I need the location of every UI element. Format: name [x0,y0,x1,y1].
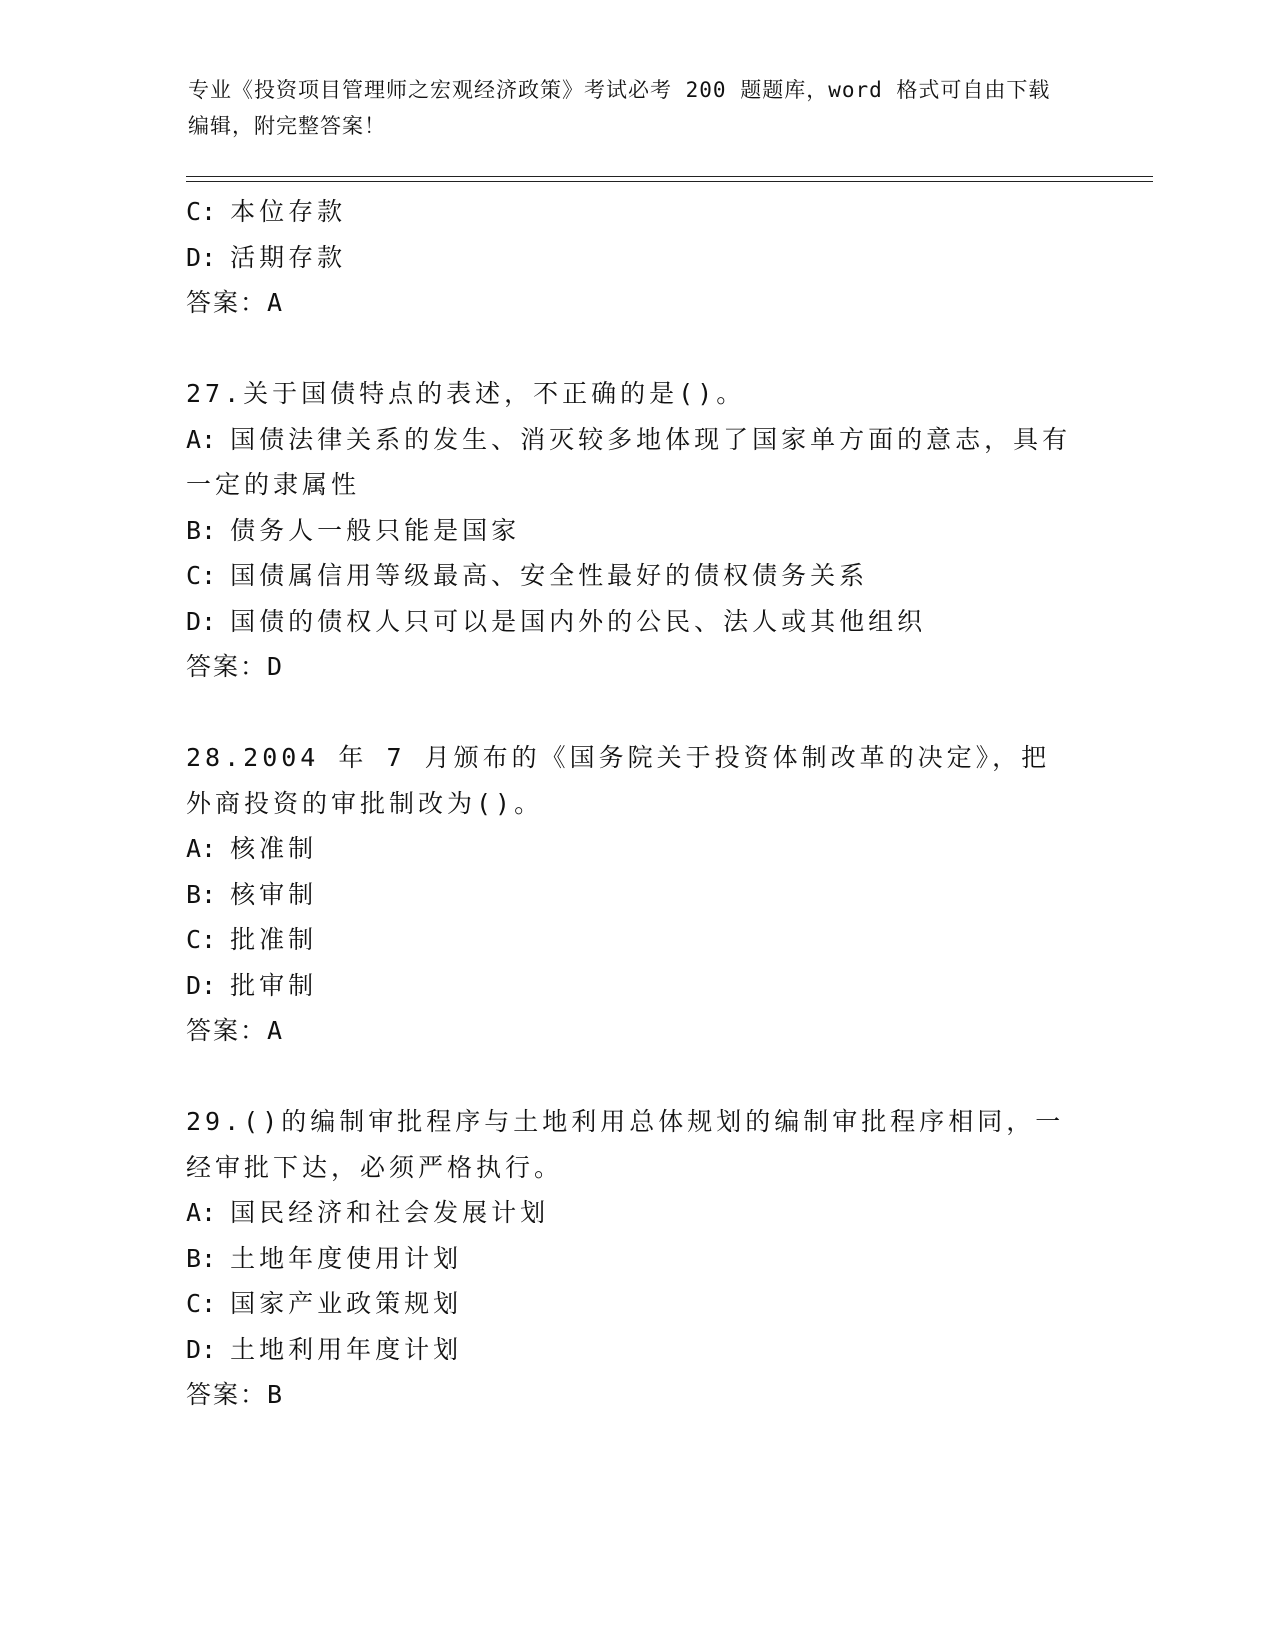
option-text: 批准制 [230,925,318,954]
option-d [186,1327,1076,1373]
option-tag: B: [186,879,217,909]
question-list [186,189,1076,1418]
option-tag: D: [186,970,217,1000]
option-b [186,508,1076,554]
option-text: 活期存款 [230,242,347,272]
option-text: 国债的债权人只可以是国内外的公民、法人或其他组织 [230,606,927,636]
option-c [186,917,1076,963]
option-c [186,189,1076,235]
option-text: 国家产业政策规划 [230,1289,463,1318]
spacer [186,326,1076,372]
question-28 [186,735,1076,1054]
option-tag: A: [186,424,217,454]
question-stem: 27.关于国债特点的表述，不正确的是()。 [186,379,746,408]
option-text: 批审制 [230,970,318,1000]
option-tag: C: [186,561,217,590]
option-d [186,599,1076,645]
question-27 [186,371,1076,690]
option-text: 核准制 [230,834,318,863]
header-divider-bottom [186,181,1153,182]
option-tag: D: [186,606,217,636]
question-29 [186,1099,1076,1418]
option-a [186,826,1076,872]
option-c [186,553,1076,599]
option-a [186,417,1076,508]
answer-line: 答案：B [186,1380,285,1409]
option-b [186,872,1076,918]
option-tag: C: [186,1289,217,1318]
option-d [186,235,1076,281]
option-text: 债务人一般只能是国家 [230,515,521,545]
option-text: 土地年度使用计划 [230,1243,463,1273]
option-text: 国民经济和社会发展计划 [230,1198,550,1227]
answer-line: 答案：D [186,652,285,681]
option-text: 土地利用年度计划 [230,1334,463,1364]
header-divider-top [186,176,1153,177]
option-a [186,1190,1076,1236]
question-26-continued [186,189,1076,326]
option-tag: C: [186,925,217,954]
option-tag: D: [186,242,217,272]
answer-line: 答案：A [186,288,285,317]
answer-line: 答案：A [186,1016,285,1045]
spacer [186,1054,1076,1100]
option-tag: D: [186,1334,217,1364]
option-text: 核审制 [230,879,318,909]
option-text: 国债属信用等级最高、安全性最好的债权债务关系 [230,561,869,590]
option-d [186,963,1076,1009]
option-tag: A: [186,834,217,863]
option-c [186,1281,1076,1327]
question-stem: 29.()的编制审批程序与土地利用总体规划的编制审批程序相同，一经审批下达，必须严格执行。 [186,1107,1065,1182]
option-tag: A: [186,1198,217,1227]
question-stem: 28.2004 年 7 月颁布的《国务院关于投资体制改革的决定》，把外商投资的审批制改为()。 [186,743,1051,818]
header-title: 专业《投资项目管理师之宏观经济政策》考试必考 200 题题库，word 格式可自由下载编辑，附完整答案！ [188,78,1051,138]
option-text: 国债法律关系的发生、消灭较多地体现了国家单方面的意志，具有一定的隶属性 [186,424,1072,499]
option-tag: B: [186,515,217,545]
option-text: 本位存款 [230,197,347,226]
option-tag: C: [186,197,217,226]
option-b [186,1236,1076,1282]
option-tag: B: [186,1243,217,1273]
document-header [188,72,1068,144]
spacer [186,690,1076,736]
